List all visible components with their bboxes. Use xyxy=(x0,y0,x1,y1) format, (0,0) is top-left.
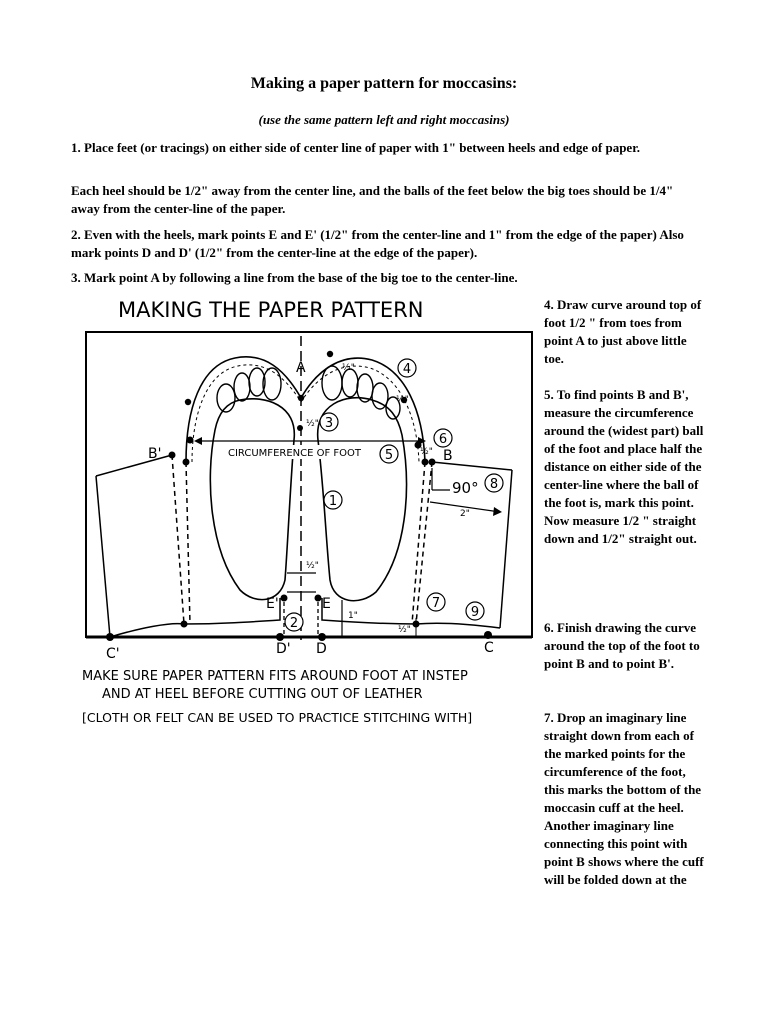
fit-note-line-1: MAKE SURE PAPER PATTERN FITS AROUND FOOT AT INSTEP xyxy=(82,669,468,684)
point-b-prime-dot xyxy=(169,452,176,459)
practice-note: [CLOTH OR FELT CAN BE USED TO PRACTICE STITCHING WITH] xyxy=(82,710,473,725)
label-e-prime: E' xyxy=(266,596,279,612)
left-inner-dashed xyxy=(186,462,190,624)
point-e-prime-dot xyxy=(281,595,288,602)
step-3-text: 3. Mark point A by following a line from the base of the big toe to the center-line. xyxy=(71,270,518,285)
page-title: Making a paper pattern for moccasins: xyxy=(250,75,518,92)
half-inch-label: ½" xyxy=(396,395,409,405)
point-d-prime-dot xyxy=(276,633,284,641)
label-d: D xyxy=(316,641,327,657)
right-toe xyxy=(322,366,342,400)
point-b-dot xyxy=(422,459,429,466)
label-b: B xyxy=(443,448,453,464)
step-6-text: 6. Finish drawing the curve around the top of the foot to point B and to point B'. xyxy=(544,620,700,671)
half-inch-label: ½" xyxy=(306,419,319,429)
label-b-prime: B' xyxy=(148,446,162,462)
step-marker-7-label: 7 xyxy=(431,596,441,611)
point-dot xyxy=(327,351,333,357)
step-marker-5-label: 5 xyxy=(384,448,394,463)
half-inch-label: ½" xyxy=(398,625,411,635)
right-toe xyxy=(342,369,358,397)
point-c-dot xyxy=(484,631,492,639)
step-4-text: 4. Draw curve around top of foot 1/2 " from toes from point A to just above little toe. xyxy=(544,297,702,366)
label-a: A xyxy=(296,360,306,376)
left-cuff-side xyxy=(96,476,110,637)
left-cuff-bottom xyxy=(110,624,184,637)
fit-note-line-2: AND AT HEEL BEFORE CUTTING OUT OF LEATHER xyxy=(102,687,423,702)
point-d-dot xyxy=(318,633,326,641)
step-5-text: 5. To find points B and B', measure the circumference around the (widest part) ball of the foot and place half the distance on either side of the center-line where the ball of the foot is, mark this point. Now measure 1/2 " straight down and 1/2" straight out. xyxy=(544,387,704,546)
right-cuff-side xyxy=(500,470,512,628)
point-a-dot xyxy=(298,395,304,401)
step-marker-4-label: 4 xyxy=(402,362,412,377)
left-toe xyxy=(263,368,281,400)
two-inch-label: 2" xyxy=(460,509,470,519)
point-dot xyxy=(185,399,191,405)
step-marker-9-label: 9 xyxy=(470,605,480,620)
diagram-heading: MAKING THE PAPER PATTERN xyxy=(118,298,424,322)
right-cuff-bottom xyxy=(416,623,500,628)
label-c: C xyxy=(484,640,494,656)
circumference-label: CIRCUMFERENCE OF FOOT xyxy=(228,448,362,459)
one-inch-label: 1" xyxy=(348,611,358,621)
pattern-diagram-svg xyxy=(80,290,540,730)
label-c-prime: C' xyxy=(106,646,120,662)
step-7-text: 7. Drop an imaginary line straight down from each of the marked points for the circumference of the foot, this marks the bottom of the moccasin cuff at the heel. Another imaginary line connecting this point with point B shows where the cuff will be folded down at the xyxy=(544,710,704,887)
half-inch-label: ½" xyxy=(420,447,433,457)
half-inch-label: ½" xyxy=(342,363,355,373)
step-2-text: 2. Even with the heels, mark points E and E' (1/2" from the center-line and 1" from the edge of the paper) Also mark points D and D' (1/2" from the center-line at the edge of the paper). xyxy=(71,227,684,260)
left-fold-line xyxy=(172,455,184,624)
left-foot xyxy=(210,399,294,600)
step-marker-3-label: 3 xyxy=(324,416,334,431)
point-dot xyxy=(187,437,194,444)
left-toe xyxy=(234,373,250,401)
point-e-dot xyxy=(315,595,322,602)
step-marker-8-label: 8 xyxy=(489,477,499,492)
label-e: E xyxy=(322,596,331,612)
step-1-text: 1. Place feet (or tracings) on either side of center line of paper with 1" between heels and edge of paper. xyxy=(71,140,641,155)
arrow-head xyxy=(194,437,202,445)
right-heel-line xyxy=(322,598,416,624)
step-marker-1-label: 1 xyxy=(328,494,338,509)
point-dot xyxy=(297,425,303,431)
point-c-prime-dot xyxy=(106,633,114,641)
heel-note-text: Each heel should be 1/2" away from the center line, and the balls of the feet below the big toes should be 1/4" away from the center-line of the paper. xyxy=(71,183,674,216)
label-d-prime: D' xyxy=(276,641,291,657)
arrow-head xyxy=(493,507,502,516)
pattern-diagram xyxy=(80,290,540,730)
step-marker-6-label: 6 xyxy=(438,432,448,447)
half-inch-label: ½" xyxy=(306,561,319,571)
angle-label: 90° xyxy=(452,479,479,497)
point-dot xyxy=(181,621,188,628)
point-dot xyxy=(413,621,420,628)
point-dot xyxy=(429,459,436,466)
point-dot xyxy=(183,459,190,466)
page-subtitle: (use the same pattern left and right moccasins) xyxy=(258,112,510,127)
step-marker-2-label: 2 xyxy=(289,616,299,631)
